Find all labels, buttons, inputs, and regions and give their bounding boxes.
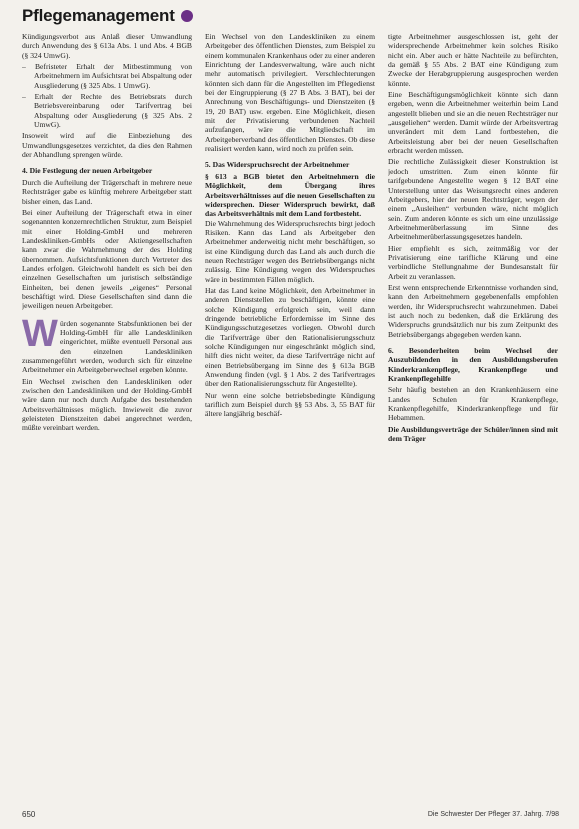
paragraph: Bei einer Aufteilung der Trägerschaft etwa in einer sogenannten konzernrechtlichen Struktur, zum Beispiel mit einer Holding-GmbH und mehreren Landeskliniken-GmbHs oder Aktiengesellschaften kann zwar die Wahrnehmung der des Holding übernommen. Aufsichtsfunktionen durch Vertreter des Landes erfolgen. Gleichwohl handelt es sich bei den einzelnen Gesellschaften um juristisch selbständige Einheiten, bei denen jeweils „eigenes“ Personal beschäftigt wird. Diese Gesellschaften sind dann die jeweiligen neuen Arbeitgeber.	[22, 207, 192, 311]
accent-dot-icon	[181, 10, 193, 22]
list-item: – Befristeter Erhalt der Mitbestimmung von Arbeitnehmern im Aufsichtsrat bei Abspaltung oder Ausgliederung (§ 325 Abs. 1 UmwG).	[22, 62, 192, 90]
page-footer	[22, 810, 559, 822]
paragraph: Sehr häufig bestehen an den Krankenhäusern eine Landes Schulen für Krankenpflege, Krankenpflegehilfe, Kinderkrankenpflege und für Hebammen.	[388, 385, 558, 423]
page-header	[22, 4, 559, 28]
section-heading: 5. Das Widerspruchsrecht der Arbeitnehmer	[205, 160, 350, 170]
paragraph: Die Wahrnehmung des Widerspruchsrechts birgt jedoch Risiken. Kann das Land als Arbeitgeber den Arbeitnehmer anderweitig nicht mehr beschäftigen, so ist eine Kündigung durch das Land als auch durch die neuen Rechtsträger wegen des Betriebsübergangs nicht zulässig. Eine Kündigung wegen des Widerspruches wäre in bestimmten Fällen möglich.	[205, 218, 375, 284]
column-3	[388, 32, 558, 800]
paragraph: Die rechtliche Zulässigkeit dieser Konstruktion ist jedoch umstritten. Zum einen könnte für tarifgebundene Angestellte wegen § 12 BAT eine Unterstellung unter das Weisungsrecht eines anderen Arbeitgebers, hier der neuen Rechtsträger, wegen der einem „Ausleihen“ verbunden wäre, nicht möglich sein. Zum anderen könnte es sich um eine unzulässige Arbeitnehmerüberlassung im Sinne des Arbeitnehmerüberlassungsgesetzes handeln.	[388, 157, 558, 242]
lead-paragraph: § 613 a BGB bietet den Arbeitnehmern die Möglichkeit, dem Übergang ihres Arbeitsverhältnisses auf die neuen Gesellschaften zu widersprechen. Dieser Widerspruch bewirkt, daß das Arbeitsverhältnis mit dem Land fortbesteht.	[205, 171, 375, 219]
list-item: – Erhalt der Rechte des Betriebsrats durch Betriebsvereinbarung oder Tarifvertrag bei Abspaltung oder Ausgliederung (§ 325 Abs. 2 UmwG).	[22, 92, 192, 130]
paragraph: ürden sogenannte Stabsfunktionen bei der Holding-GmbH für alle Landeskliniken eingerichtet, müßte eventuell Personal aus den einzelnen Landeskliniken zusammengeführt werden, wodurch sich für einzelne Arbeitnehmer ein Arbeitgeberwechsel ergeben könnte.	[22, 318, 192, 375]
article-body	[22, 32, 558, 800]
paragraph: Hier empfiehlt es sich, zeitnmäßig vor der Privatisierung eine tarifliche Klärung und eine verbindliche Stellungnahme der Bundesanstalt für Arbeit zu veranlassen.	[388, 243, 558, 281]
paragraph: Kündigungsverbot aus Anlaß dieser Umwandlung durch Anwendung des § 613a Abs. 1 und Abs. 4 BGB (§ 324 UmwG).	[22, 32, 192, 60]
paragraph: Erst wenn entsprechende Erkenntnisse vorhanden sind, kann den Arbeitnehmern gegebenenfalls empfohlen werden, ihr Widerspruchsrecht wahrzunehmen. Dabei ist auch noch zu bedenken, daß die Erklärung des Widerspruchs grundsätzlich nur bis zum Zeitpunkt des Betriebsübergangs abgegeben werden kann.	[388, 282, 558, 339]
paragraph: Ein Wechsel von den Landeskliniken zu einem Arbeitgeber des öffentlichen Dienstes, zum Beispiel zu einem kommunalen Krankenhaus oder zu einer anderen Einrichtung der Landesverwaltung, wäre auch nicht mehr automatisch privilegiert. Verschlechterungen könnten sich dann für die Angestellten im Pflegedienst bei der Eingruppierung (§ 27 B Abs. 3 BAT), bei der Anrechnung von Beschäftigungs- und Dienstzeiten (§ 19, 20 BAT) usw. ergeben. Eine Möglichkeit, diesen mit der Privatisierung verbundenen Nachteil aufzufangen, wäre die Mitgliedschaft im Arbeitgeberverband des öffentlichen Dienstes. Ob diese realisiert werden kann, wird noch zu prüfen sein.	[205, 32, 375, 154]
dropcap-paragraph	[22, 312, 192, 375]
section-heading: 6. Besonderheiten beim Wechsel der Auszubildenden in den Ausbildungsberufen Kinderkrankenpflege, Krankenpflege und Krankenpflegehilfe	[388, 346, 558, 384]
dropcap-letter: W	[22, 312, 58, 355]
journal-reference: Die Schwester Der Pfleger 37. Jahrg. 7/98	[427, 811, 559, 818]
paragraph: tigte Arbeitnehmer ausgeschlossen ist, geht der widersprechende Arbeitnehmer kein solches Risiko nicht ein. Aber auch er hätte Nachteile zu befürchten, da gemäß § 55 Abs. 2 BAT eine Kündigung zum Zwecke der Herabgruppierung ausgesprochen werden könnte.	[388, 32, 558, 88]
paragraph: Eine Beschäftigungsmöglichkeit könnte sich dann ergeben, wenn die Arbeitnehmer weiterhin beim Land angestellt blieben und sie an die neuen Rechtsträger nur „ausgeliehen“ werden. Damit würde der Arbeitsvertrag unverändert mit dem Land fortbestehen, die Arbeitsleistung aber bei der neuen Gesellschaften erbracht werden müssen.	[388, 90, 558, 156]
paragraph: Insoweit wird auf die Einbeziehung des Umwandlungsgesetzes verzichtet, da dies den Rahmen der Abhandlung sprengen würde.	[22, 131, 192, 160]
paragraph: Ein Wechsel zwischen den Landeskliniken oder zwischen den Landeskliniken und der Holding-GmbH wäre dann nur noch durch Aufgabe des bestehenden Arbeitsverhältnisses möglich. Inwieweit die zuvor geleisteten Dienstzeiten dabei angerechnet werden, müßte vereinbart werden.	[22, 376, 192, 433]
paragraph: Durch die Aufteilung der Trägerschaft in mehrere neue Rechtsträger gabe es künftig mehrere Arbeitgeber statt bisher einen, das Land.	[22, 177, 192, 206]
paragraph: Nur wenn eine solche betriebsbedingte Kündigung tariflich zum Beispiel durch §§ 53 Abs. 3, 55 BAT für ältere langjährig beschäf-	[205, 390, 375, 419]
column-1	[22, 32, 192, 800]
paragraph: Hat das Land keine Möglichkeit, den Arbeitnehmer in anderen Dienststellen zu beschäftigen, könnte eine solche Kündigung erfolgreich sein, weil dann dringende betriebliche Erfordernisse im Sinne des Kündigungsschutzgesetzes vorliegen. Obwohl durch die Tarifverträge über den Rationalisierungsschutz solche Kündigungen nur eingeschränkt möglich sind, hilft dies nicht weiter, da diese Tarifverträge nicht auf einen Betriebsübergang im Sinne des § 613a BGB Anwendung finden (vgl. § 1 Abs. 2 des Tarifvertrages über den Rationalisierungsschutz für Angestellte).	[205, 285, 375, 389]
section-heading: 4. Die Festlegung der neuen Arbeitgeber	[22, 166, 153, 176]
page-number: 650	[22, 810, 36, 819]
section-title: Pflegemanagement	[22, 6, 175, 25]
column-2	[205, 32, 375, 800]
paragraph: Die Ausbildungsverträge der Schüler/innen sind mit dem Träger	[388, 424, 558, 444]
